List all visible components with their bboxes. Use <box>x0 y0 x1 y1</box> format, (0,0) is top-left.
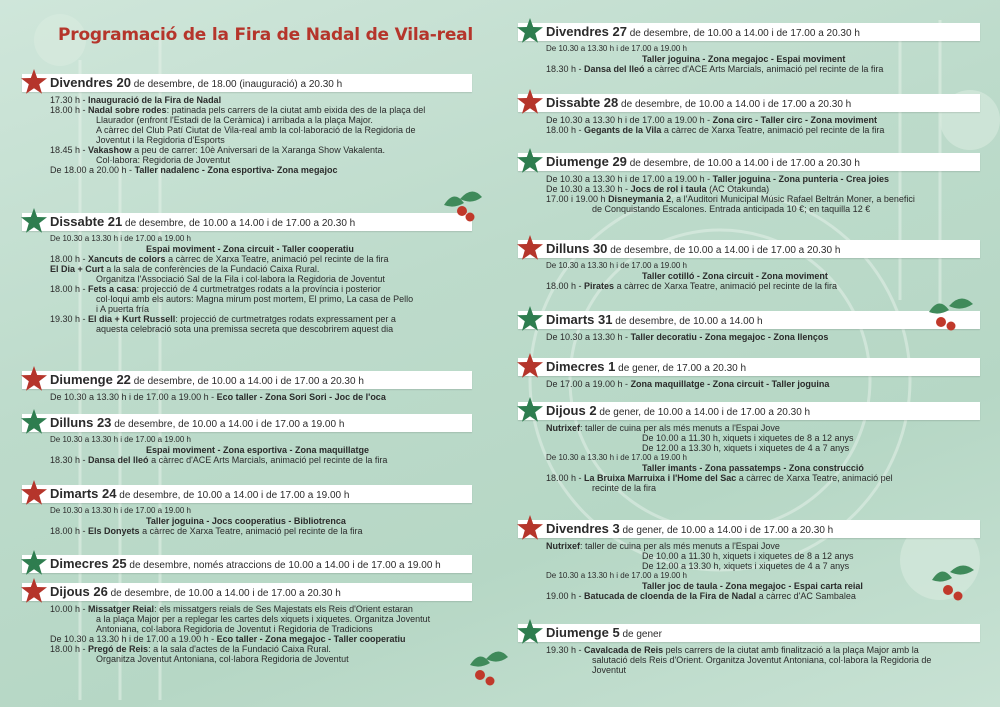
day-header <box>518 358 980 376</box>
star-icon <box>516 396 544 424</box>
event-time: 18.00 h - <box>546 125 585 135</box>
day-block-d28 <box>518 94 980 135</box>
holly-berries-icon <box>440 185 486 225</box>
event-time: 18.45 h - <box>50 145 89 155</box>
event-line <box>546 281 974 291</box>
day-hours: de desembre, de 10.00 a 14.00 i de 17.00 a 20.30 h <box>626 158 860 169</box>
event-line <box>50 634 466 644</box>
day-header <box>22 555 472 573</box>
event-detail: a càrrec d'ACE Arts Marcials, animació pel recinte de la fira <box>148 455 388 465</box>
event-line <box>546 483 974 493</box>
event-name: Zona maquillatge - Zona circuit - Taller joguina <box>630 379 830 389</box>
day-hours: de desembre, de 10.00 a 14.00 i de 17.00 a 20.30 h <box>122 218 356 229</box>
day-block-d26 <box>22 583 472 664</box>
event-name: Dansa del lleó <box>584 64 645 74</box>
event-name: Disneymania 2 <box>608 194 672 204</box>
event-name: El dia + Kurt Russell <box>88 314 176 324</box>
event-name: Zona circ - Taller circ - Zona moviment <box>712 115 878 125</box>
event-line <box>546 453 974 463</box>
event-line <box>50 274 466 284</box>
event-time: 19.30 h - <box>546 645 585 655</box>
event-time: 18.00 h - <box>50 644 89 654</box>
day-hours: de gener, de 17.00 a 20.30 h <box>615 363 747 374</box>
event-detail: : els missatgers reials de Ses Majestats els Reis d'Orient estaran <box>154 604 413 614</box>
event-name: Batucada de cloenda de la Fira de Nadal <box>584 591 757 601</box>
day-name: Dijous 2 <box>546 403 597 418</box>
event-line <box>50 254 466 264</box>
event-line <box>546 443 974 453</box>
event-detail: Joventut <box>592 665 627 675</box>
event-time: De 10.30 a 13.30 h i de 17.00 a 19.00 h - <box>546 174 713 184</box>
day-events <box>518 538 980 601</box>
event-line <box>50 264 466 274</box>
event-time: De 10.30 a 13.30 h i de 17.00 a 19.00 h <box>546 261 688 270</box>
event-time: De 10.30 a 13.30 h - <box>546 332 631 342</box>
event-line <box>50 654 466 664</box>
event-line <box>546 551 974 561</box>
event-time: 10.00 h - <box>50 604 89 614</box>
day-header <box>22 213 472 231</box>
event-line <box>50 506 466 516</box>
event-detail: Llaurador (enfront l'Estadi de la Ceràmica) i arribada a la plaça Major. <box>96 115 373 125</box>
day-events <box>518 376 980 389</box>
day-events <box>22 231 472 334</box>
event-detail: recinte de la fira <box>592 483 657 493</box>
event-detail: De 12.00 a 13.30 h, xiquets i xiquetes de 4 a 7 anys <box>642 443 850 453</box>
event-line <box>546 473 974 483</box>
event-detail: i A puerta fría <box>96 304 150 314</box>
event-name: Taller joguina - Zona megajoc - Espai moviment <box>642 54 846 64</box>
day-events <box>22 389 472 402</box>
event-detail: : projecció de curtmetratges rodats expressament per a <box>175 314 396 324</box>
event-line <box>50 445 466 455</box>
event-time: De 10.30 a 13.30 h i de 17.00 a 19.00 h <box>546 44 688 53</box>
day-block-d27 <box>518 23 980 74</box>
event-line <box>50 125 466 135</box>
event-detail: a càrrec de Xarxa Teatre, animació pel recinte de la fira <box>614 281 838 291</box>
event-line <box>546 463 974 473</box>
event-time: De 10.30 a 13.30 h - <box>546 184 631 194</box>
day-block-d24 <box>22 485 472 536</box>
event-detail: Organitza Joventut Antoniana, col·labora Regidoria de Joventut <box>96 654 349 664</box>
day-header <box>22 414 472 432</box>
day-events <box>518 258 980 291</box>
event-line <box>546 591 974 601</box>
star-icon <box>20 365 48 393</box>
day-block-d23 <box>22 414 472 465</box>
event-time: 18.00 h - <box>546 281 585 291</box>
day-name: Diumenge 22 <box>50 372 131 387</box>
event-detail: a càrrec d'ACE Arts Marcials, animació pel recinte de la fira <box>644 64 884 74</box>
day-header <box>518 94 980 112</box>
day-events <box>518 420 980 493</box>
holly-berries-icon <box>466 645 512 689</box>
day-events <box>22 432 472 465</box>
event-line <box>546 125 974 135</box>
event-detail: A càrrec del Club Patí Ciutat de Vila-real amb la col·laboració de la Regidoria de <box>96 125 416 135</box>
event-line <box>50 135 466 145</box>
day-hours: de desembre, de 18.00 (inauguració) a 20.30 h <box>130 79 343 90</box>
star-icon <box>516 234 544 262</box>
event-name: Taller nadalenc - Zona esportiva- Zona megajoc <box>134 165 338 175</box>
event-line <box>50 604 466 614</box>
star-icon <box>516 17 544 45</box>
day-header <box>518 624 980 642</box>
day-hours: de gener, de 10.00 a 14.00 i de 17.00 a 20.30 h <box>619 525 834 536</box>
day-events <box>22 92 472 175</box>
event-line <box>50 115 466 125</box>
day-name: Dissabte 28 <box>546 95 619 110</box>
event-time: 18.00 h - <box>50 105 89 115</box>
event-name: La Bruixa Marruixa i l'Home del Sac <box>584 473 737 483</box>
day-hours: de desembre, de 10.00 a 14.00 i de 17.00 a 19.00 h <box>111 419 345 430</box>
event-line <box>546 581 974 591</box>
event-time: 18.30 h - <box>546 64 585 74</box>
event-time: 18.30 h - <box>50 455 89 465</box>
event-detail: Organitza l'Associació Sal de la Fila i col·labora la Regidoria de Joventut <box>96 274 385 284</box>
event-line <box>546 571 974 581</box>
event-detail: De 12.00 a 13.30 h, xiquets i xiquetes de 4 a 7 anys <box>642 561 850 571</box>
event-detail: a càrrec d'AC Sambalea <box>756 591 856 601</box>
event-line <box>546 44 974 54</box>
event-line <box>50 165 466 175</box>
event-line <box>50 284 466 294</box>
event-name: Inauguració de la Fira de Nadal <box>88 95 222 105</box>
event-line <box>546 184 974 194</box>
event-time: 18.00 h - <box>546 473 585 483</box>
event-name: Pirates <box>584 281 615 291</box>
event-name: Espai moviment - Zona esportiva - Zona maquillatge <box>146 445 370 455</box>
day-events <box>518 171 980 214</box>
event-detail: Joventut i la Regidoria d'Esports <box>96 135 225 145</box>
day-hours: de desembre, de 10.00 a 14.00 i de 17.00 a 20.30 h <box>626 28 860 39</box>
event-name: Eco taller - Zona megajoc - Taller cooperatiu <box>216 634 406 644</box>
event-line <box>546 423 974 433</box>
day-block-d22 <box>22 371 472 402</box>
event-time: 17.30 h - <box>50 95 89 105</box>
event-name: Taller cotilló - Zona circuit - Zona moviment <box>642 271 828 281</box>
day-header <box>22 485 472 503</box>
day-header <box>518 23 980 41</box>
day-header <box>22 371 472 389</box>
event-line <box>546 115 974 125</box>
event-line <box>546 655 974 665</box>
star-icon <box>20 577 48 605</box>
star-icon <box>20 479 48 507</box>
event-line <box>50 145 466 155</box>
star-icon <box>20 68 48 96</box>
day-header <box>518 311 980 329</box>
event-line <box>546 54 974 64</box>
event-detail: De 10.00 a 11.30 h, xiquets i xiquetes de 8 a 12 anys <box>642 551 854 561</box>
event-line <box>50 644 466 654</box>
star-icon <box>516 305 544 333</box>
event-name: Els Donyets <box>88 526 140 536</box>
event-detail: : patinada pels carrers de la ciutat amb eixida des de la plaça del <box>166 105 426 115</box>
event-name: Missatger Reial <box>88 604 155 614</box>
day-block-d25 <box>22 555 472 573</box>
holly-berries-icon <box>925 292 977 336</box>
event-detail: , a l'Auditori Municipal Músic Rafael Beltrán Moner, a benefici <box>671 194 915 204</box>
event-line <box>546 64 974 74</box>
day-events <box>518 41 980 74</box>
star-icon <box>20 408 48 436</box>
event-detail: Col·labora: Regidoria de Joventut <box>96 155 231 165</box>
star-icon <box>516 618 544 646</box>
event-name: Taller joguina - Jocs cooperatius - Bibliotrenca <box>146 516 346 526</box>
star-icon <box>516 147 544 175</box>
event-name: El Dia + Curt <box>50 264 104 274</box>
day-hours: de desembre, de 10.00 a 14.00 i de 17.00 a 20.30 h <box>607 245 841 256</box>
day-name: Dijous 26 <box>50 584 108 599</box>
event-time: De 10.30 a 13.30 h i de 17.00 a 19.00 h <box>50 506 192 515</box>
day-name: Diumenge 5 <box>546 625 620 640</box>
day-header <box>518 402 980 420</box>
event-time: De 10.30 a 13.30 h i de 17.00 a 19.00 h - <box>50 392 217 402</box>
event-line <box>546 332 974 342</box>
event-line <box>546 561 974 571</box>
event-line <box>546 433 974 443</box>
star-icon <box>20 207 48 235</box>
event-name: Taller joc de taula - Zona megajoc - Espai carta reial <box>642 581 863 591</box>
event-detail: a la plaça Major per a replegar les cartes dels xiquets i xiquetes. Organitza Joventut <box>96 614 431 624</box>
event-time: De 10.30 a 13.30 h i de 17.00 a 19.00 h <box>546 571 688 580</box>
day-header <box>22 583 472 601</box>
event-line <box>546 204 974 214</box>
day-header <box>518 520 980 538</box>
event-line <box>546 174 974 184</box>
event-line <box>546 194 974 204</box>
day-block-d29 <box>518 153 980 214</box>
star-icon <box>516 514 544 542</box>
event-time: 18.00 h - <box>50 526 89 536</box>
day-events <box>518 642 980 675</box>
event-time: 18.00 h - <box>50 284 89 294</box>
event-line <box>546 541 974 551</box>
event-detail: : projecció de 4 curtmetratges rodats a la província i posterior <box>136 284 381 294</box>
day-name: Dimecres 1 <box>546 359 616 374</box>
event-name: Cavalcada de Reis <box>584 645 664 655</box>
event-detail: a la sala de conferències de la Fundació Caixa Rural. <box>103 264 320 274</box>
day-block-d20 <box>22 74 472 175</box>
event-line <box>50 314 466 324</box>
event-line <box>50 324 466 334</box>
event-time: 17.00 i 19.00 h <box>546 194 609 204</box>
day-name: Divendres 3 <box>546 521 620 536</box>
event-time: De 18.00 a 20.00 h - <box>50 165 135 175</box>
event-detail: a càrrec de Xarxa Teatre, animació pel <box>736 473 893 483</box>
event-line <box>50 234 466 244</box>
event-line <box>50 392 466 402</box>
day-hours: de gener <box>619 629 662 640</box>
event-line <box>50 294 466 304</box>
event-name: Taller imants - Zona passatemps - Zona construcció <box>642 463 864 473</box>
day-name: Divendres 27 <box>546 24 627 39</box>
day-events <box>518 112 980 135</box>
event-line <box>50 155 466 165</box>
event-line <box>50 244 466 254</box>
event-time: 18.00 h - <box>50 254 89 264</box>
event-time: De 17.00 a 19.00 h - <box>546 379 631 389</box>
day-hours: de gener, de 10.00 a 14.00 i de 17.00 a 20.30 h <box>596 407 811 418</box>
day-events <box>518 329 980 342</box>
event-line <box>50 304 466 314</box>
event-detail: a càrrec de Xarxa Teatre, animació pel recinte de la fira <box>165 254 389 264</box>
day-header <box>518 153 980 171</box>
event-line <box>50 614 466 624</box>
day-block-g5 <box>518 624 980 675</box>
event-line <box>50 95 466 105</box>
day-block-g2 <box>518 402 980 493</box>
day-block-g3 <box>518 520 980 601</box>
day-name: Dimarts 24 <box>50 486 117 501</box>
star-icon <box>516 352 544 380</box>
day-name: Divendres 20 <box>50 75 131 90</box>
day-events <box>22 601 472 664</box>
day-hours: de desembre, de 10.00 a 14.00 h <box>612 316 763 327</box>
event-detail: a càrrec de Xarxa Teatre, animació pel recinte de la fira <box>661 125 885 135</box>
event-detail: salutació dels Reis d'Orient. Organitza Joventut Antoniana, col·labora la Regidoria de <box>592 655 932 665</box>
event-name: Fets a casa <box>88 284 137 294</box>
event-detail: col·loqui amb els autors: Magna mirum post mortem, El primo, La casa de Pello <box>96 294 414 304</box>
event-time: 19.00 h - <box>546 591 585 601</box>
event-detail: : taller de cuina per als més menuts a l'Espai Jove <box>580 541 780 551</box>
event-line <box>50 516 466 526</box>
event-name: Dansa del lleó <box>88 455 149 465</box>
day-hours: de desembre, de 10.00 a 14.00 i de 17.00 a 20.30 h <box>618 99 852 110</box>
day-hours: de desembre, de 10.00 a 14.00 i de 17.00 a 20.30 h <box>107 588 341 599</box>
day-hours: de desembre, només atraccions de 10.00 a 14.00 i de 17.00 a 19.00 h <box>126 560 441 571</box>
star-icon <box>516 88 544 116</box>
event-name: Taller joguina - Zona punteria - Crea joies <box>712 174 890 184</box>
event-time: De 10.30 a 13.30 h i de 17.00 a 19.00 h - <box>546 115 713 125</box>
day-hours: de desembre, de 10.00 a 14.00 i de 17.00 a 19.00 h <box>116 490 350 501</box>
event-line <box>546 271 974 281</box>
day-block-d31 <box>518 311 980 342</box>
event-detail: aquesta celebració sota una premissa secreta que descobrirem aquest dia <box>96 324 394 334</box>
event-line <box>546 261 974 271</box>
event-line <box>546 645 974 655</box>
event-detail: Antoniana, col·labora Regidoria de Joventut i Regidoria de Tradicions <box>96 624 373 634</box>
event-detail: : a la sala d'actes de la Fundació Caixa Rural. <box>148 644 331 654</box>
day-name: Dimarts 31 <box>546 312 613 327</box>
event-name: Nadal sobre rodes <box>88 105 167 115</box>
event-detail: (AC Otakunda) <box>706 184 770 194</box>
event-name: Nutrixef <box>546 423 581 433</box>
event-line <box>546 665 974 675</box>
day-block-d30 <box>518 240 980 291</box>
event-line <box>546 379 974 389</box>
event-line <box>50 526 466 536</box>
day-block-d21 <box>22 213 472 334</box>
page-title: Programació de la Fira de Nadal de Vila-real <box>58 25 474 45</box>
event-time: 19.30 h - <box>50 314 89 324</box>
day-header <box>518 240 980 258</box>
day-name: Dissabte 21 <box>50 214 123 229</box>
event-name: Taller decoratiu - Zona megajoc - Zona llenços <box>630 332 829 342</box>
event-detail: : taller de cuina per als més menuts a l'Espai Jove <box>580 423 780 433</box>
day-events <box>22 503 472 536</box>
event-line <box>50 624 466 634</box>
event-name: Vakashow <box>88 145 132 155</box>
day-header <box>22 74 472 92</box>
event-line <box>50 105 466 115</box>
event-name: Nutrixef <box>546 541 581 551</box>
event-name: Gegants de la Vila <box>584 125 662 135</box>
day-name: Diumenge 29 <box>546 154 627 169</box>
event-line <box>50 455 466 465</box>
day-hours: de desembre, de 10.00 a 14.00 i de 17.00 a 20.30 h <box>130 376 364 387</box>
day-name: Dilluns 30 <box>546 241 608 256</box>
event-name: Jocs de rol i taula <box>630 184 707 194</box>
event-time: De 10.30 a 13.30 h i de 17.00 a 19.00 h - <box>50 634 217 644</box>
day-name: Dimecres 25 <box>50 556 127 571</box>
holly-berries-icon <box>928 560 978 604</box>
event-time: De 10.30 a 13.30 h i de 17.00 a 19.00 h <box>546 453 688 462</box>
event-detail: De 10.00 a 11.30 h, xiquets i xiquetes de 8 a 12 anys <box>642 433 854 443</box>
event-name: Espai moviment - Zona circuit - Taller cooperatiu <box>146 244 354 254</box>
event-name: Eco taller - Zona Sori Sori - Joc de l'oca <box>216 392 386 402</box>
event-detail: a càrrec de Xarxa Teatre, animació pel recinte de la fira <box>139 526 363 536</box>
event-detail: pels carrers de la ciutat amb finalització a la plaça Major amb la <box>663 645 919 655</box>
day-block-g1 <box>518 358 980 389</box>
star-icon <box>20 549 48 577</box>
event-name: Xancuts de colors <box>88 254 166 264</box>
event-time: De 10.30 a 13.30 h i de 17.00 a 19.00 h <box>50 435 192 444</box>
event-detail: a peu de carrer: 10è Aniversari de la Xaranga Show Vakalenta. <box>131 145 386 155</box>
event-line <box>50 435 466 445</box>
day-name: Dilluns 23 <box>50 415 112 430</box>
event-detail: de Conquistando Escalones. Entrada anticipada 10 €; en taquilla 12 € <box>592 204 871 214</box>
event-name: Pregó de Reis <box>88 644 149 654</box>
event-time: De 10.30 a 13.30 h i de 17.00 a 19.00 h <box>50 234 192 243</box>
